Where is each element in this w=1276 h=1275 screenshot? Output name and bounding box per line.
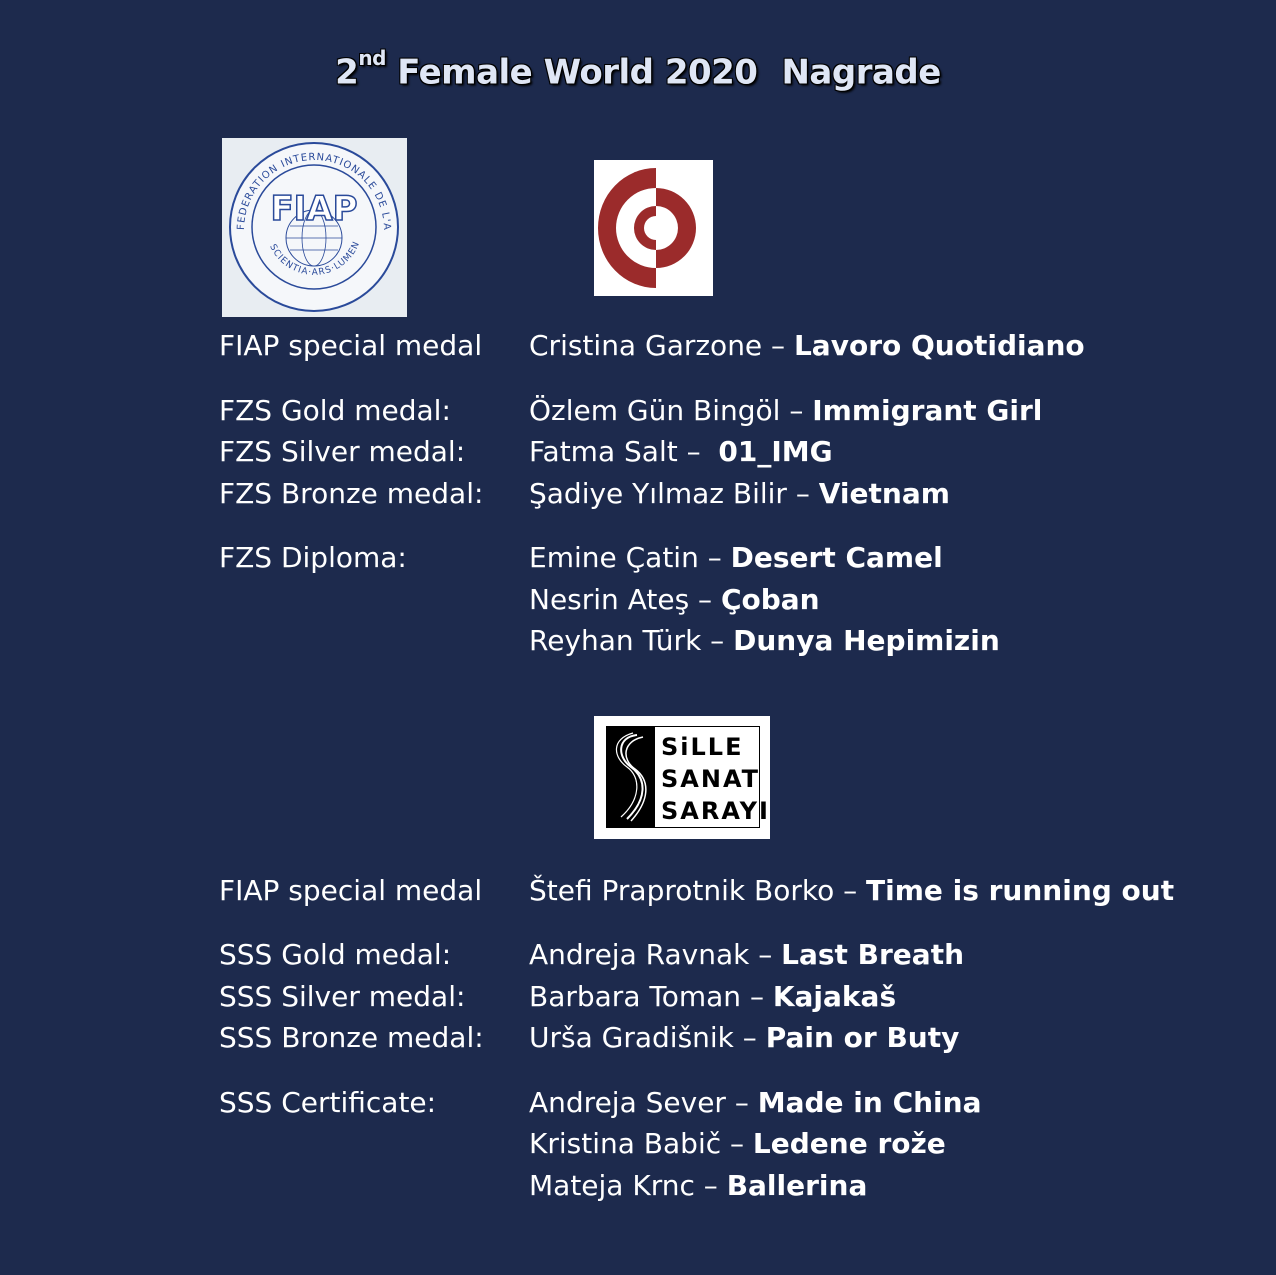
- author: Reyhan Türk –: [529, 624, 734, 657]
- title-prefix: 2: [335, 52, 359, 93]
- work-title: Desert Camel: [730, 541, 943, 574]
- fiap-logo-center-text: FIAP: [270, 189, 358, 229]
- sss-logo: [594, 716, 770, 839]
- work-title: Kajakaš: [772, 980, 897, 1013]
- fzs-diploma-2: [529, 583, 820, 616]
- author: Özlem Gün Bingöl –: [529, 394, 813, 427]
- author: Mateja Krnc –: [529, 1169, 727, 1202]
- sss-fiap-value: [529, 874, 1175, 907]
- sss-logo-line1: SiLLE: [661, 733, 744, 761]
- fzs-logo-mark: [594, 160, 713, 296]
- author: Emine Çatin –: [529, 541, 731, 574]
- author: Nesrin Ateş –: [529, 583, 721, 616]
- author: Urša Gradišnik –: [529, 1021, 766, 1054]
- title-main: Female World 2020: [397, 52, 758, 93]
- sss-certificate-label: SSS Certificate:: [219, 1086, 437, 1119]
- author: Kristina Babič –: [529, 1127, 753, 1160]
- work-title: Last Breath: [781, 938, 965, 971]
- sss-logo-line2: SANAT: [661, 765, 761, 793]
- work-title: Made in China: [757, 1086, 982, 1119]
- work-title: Immigrant Girl: [812, 394, 1043, 427]
- sss-silver-value: [529, 980, 897, 1013]
- author: Andreja Sever –: [529, 1086, 758, 1119]
- fzs-diploma-1: [529, 541, 943, 574]
- fzs-fiap-value: [529, 329, 1085, 362]
- sss-fiap-label: FIAP special medal: [219, 874, 483, 907]
- author: Štefi Praprotnik Borko –: [529, 874, 866, 907]
- work-title: Time is running out: [866, 874, 1175, 907]
- work-title: Vietnam: [818, 477, 950, 510]
- fzs-diploma-label: FZS Diploma:: [219, 541, 407, 574]
- fzs-bronze-label: FZS Bronze medal:: [219, 477, 484, 510]
- fzs-silver-value: [529, 435, 833, 468]
- work-title: Dunya Hepimizin: [733, 624, 1000, 657]
- fiap-logo: [222, 138, 407, 317]
- author: Barbara Toman –: [529, 980, 773, 1013]
- author: Fatma Salt –: [529, 435, 719, 468]
- title-suffix: Nagrade: [781, 52, 941, 93]
- author: Şadiye Yılmaz Bilir –: [529, 477, 819, 510]
- sss-logo-line3: SARAYI: [661, 797, 770, 825]
- fzs-bronze-value: [529, 477, 950, 510]
- work-title: Ledene rože: [752, 1127, 946, 1160]
- work-title: Ballerina: [726, 1169, 868, 1202]
- sss-bronze-value: [529, 1021, 960, 1054]
- sss-certificate-1: [529, 1086, 982, 1119]
- author: Cristina Garzone –: [529, 329, 794, 362]
- work-title: Pain or Buty: [765, 1021, 960, 1054]
- sss-bronze-label: SSS Bronze medal:: [219, 1021, 484, 1054]
- work-title: 01_IMG: [718, 435, 833, 468]
- title-sup: nd: [358, 46, 386, 70]
- fzs-diploma-3: [529, 624, 1000, 657]
- sss-gold-label: SSS Gold medal:: [219, 938, 452, 971]
- sss-silver-label: SSS Silver medal:: [219, 980, 466, 1013]
- sss-certificate-2: [529, 1127, 946, 1160]
- page-title: [0, 46, 1276, 93]
- sss-logo-swirl-icon: [607, 727, 655, 827]
- fzs-silver-label: FZS Silver medal:: [219, 435, 466, 468]
- sss-gold-value: [529, 938, 965, 971]
- sss-certificate-3: [529, 1169, 868, 1202]
- author: Andreja Ravnak –: [529, 938, 782, 971]
- fzs-logo: [594, 160, 713, 296]
- fzs-fiap-label: FIAP special medal: [219, 329, 483, 362]
- fiap-logo-ring-text: FEDERATION INTERNATIONALE DE L'A: [235, 151, 393, 232]
- fzs-gold-label: FZS Gold medal:: [219, 394, 451, 427]
- work-title: Çoban: [720, 583, 820, 616]
- work-title: Lavoro Quotidiano: [793, 329, 1085, 362]
- fiap-logo-motto: SCIENTIA·ARS·LUMEN: [267, 239, 363, 278]
- fzs-gold-value: [529, 394, 1043, 427]
